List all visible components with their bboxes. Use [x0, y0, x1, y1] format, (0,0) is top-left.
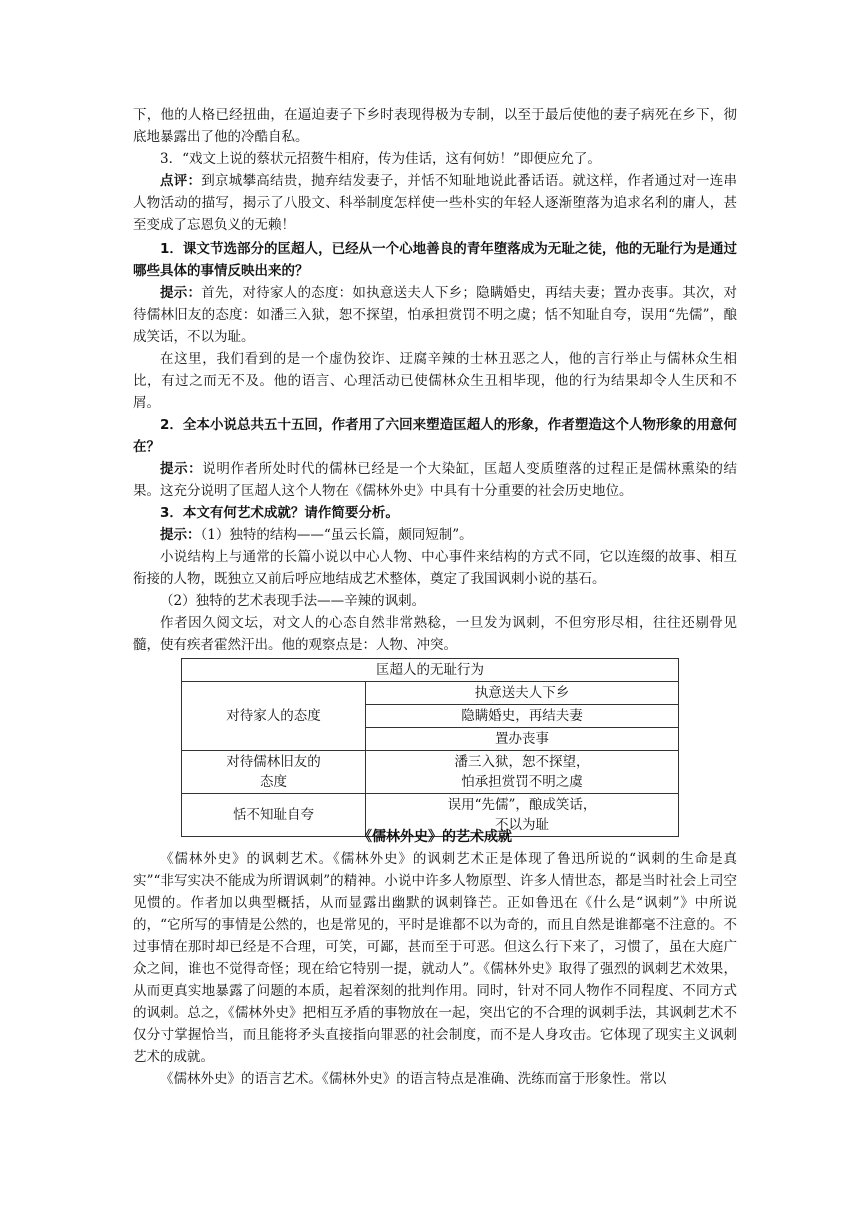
cell-line: 误用“先儒”，酿成笑话， [447, 797, 597, 813]
label-line: 对待儒林旧友的 [226, 754, 321, 770]
table-header: 匡超人的无耻行为 [182, 659, 679, 682]
comment-block [133, 104, 737, 236]
question-2: 2．全本小说总共五十五回，作者用了六回来塑造匡超人的形象，作者塑造这个人物形象的用意何在？ [133, 417, 737, 455]
table-row-label [182, 751, 366, 794]
answer-2 [133, 458, 737, 502]
table-cell: 隐瞒婚史，再结夫妻 [366, 705, 679, 728]
label-line: 态度 [260, 774, 287, 790]
answer-3-point-2: （2）独特的艺术表现手法——辛辣的讽刺。 [160, 593, 426, 609]
answer-3-detail: 小说结构上与通常的长篇小说以中心人物、中心事件来结构的方式不同，它以连缀的故事、相互衔接的人物，既独立又前后呼应地结成艺术整体，奠定了我国讽刺小说的基石。 [133, 549, 737, 587]
answer-3-detail-2: 作者因久阅文坛，对文人的心态自然非常熟稔，一旦发为讽刺，不但穷形尽相，往往还剔骨见髓，使有疾者霍然汗出。他的观察点是：人物、冲突。 [133, 615, 737, 653]
section-title: 《儒林外史》的艺术成就 [358, 829, 512, 845]
answer-1-continued: 在这里，我们看到的是一个虚伪狡诈、迂腐辛辣的士林丑恶之人，他的言行举止与儒林众生相比，有过之而无不及。他的语言、心理活动已使儒林众生丑相毕现，他的行为结果却令人生厌和不屑。 [133, 351, 737, 411]
cell-line: 不以为耻 [495, 817, 549, 833]
answer-text: 首先，对待家人的态度：如执意送夫人下乡；隐瞒婚史，再结夫妻；置办丧事。其次，对待儒林旧友的态度：如潘三入狱，恕不探望，怕承担赏罚不明之虞；恬不知耻自夸，误用“先儒”，酿成笑话，不以为耻。 [133, 285, 738, 345]
exercise-block [133, 238, 737, 656]
quote-line: 3．“戏文上说的蔡状元招赘牛相府，传为佳话，这有何妨！”即便应允了。 [160, 151, 601, 167]
paragraph: 下，他的人格已经扭曲，在逼迫妻子下乡时表现得极为专制，以至于最后使他的妻子病死在乡下，彻底地暴露出了他的冷酷自私。 [133, 107, 737, 145]
hint-label: 提示： [160, 527, 201, 543]
cell-line: 怕承担赏罚不明之虞 [461, 774, 583, 790]
comment-paragraph [133, 170, 737, 236]
answer-text: 说明作者所处时代的儒林已经是一个大染缸，匡超人变质堕落的过程正是儒林熏染的结果。这充分说明了匡超人这个人物在《儒林外史》中具有十分重要的社会历史地位。 [133, 461, 738, 499]
table-cell [366, 751, 679, 794]
cell-line: 潘三入狱，恕不探望， [454, 754, 590, 770]
table-cell: 置办丧事 [366, 728, 679, 751]
paragraph: 《儒林外史》的语言艺术。《儒林外史》的语言特点是准确、洗练而富于形象性。常以 [160, 1071, 667, 1087]
hint-label: 提示： [160, 285, 202, 301]
answer-1 [133, 282, 737, 348]
table-cell: 执意送夫人下乡 [366, 682, 679, 705]
question-3: 3．本文有何艺术成就？请作简要分析。 [160, 505, 399, 521]
table-row-label: 对待家人的态度 [182, 682, 366, 751]
question-1: 1．课文节选部分的匡超人，已经从一个心地善良的青年堕落成为无耻之徒，他的无耻行为是通过哪些具体的事情反映出来的？ [133, 241, 737, 279]
table-row-label: 恬不知耻自夸 [182, 794, 366, 837]
behavior-table [181, 658, 679, 837]
comment-label: 点评： [160, 173, 202, 189]
paragraph: 《儒林外史》的讽刺艺术。《儒林外史》的讽刺艺术正是体现了鲁迅所说的“讽刺的生命是真实”“非写实决不能成为所谓讽刺”的精神。小说中许多人物原型、许多人情世态，都是当时社会上司空见惯的。作者加以典型概括，从而显露出幽默的讽刺锋芒。正如鲁迅在《什么是“讽刺”》中所说的，“它所写的事情是公然的，也是常见的，平时是谁都不以为奇的，而且自然是谁都毫不注意的。不过事情在那时却已经是不合理，可笑，可鄙，甚而至于可恶。但这么行下来了，习惯了，虽在大庭广众之间，谁也不觉得奇怪；现在给它特别一提，就动人”。《儒林外史》取得了强烈的讽刺艺术效果，从而更真实地暴露了问题的本质，起着深刻的批判作用。同时，针对不同人物作不同程度、不同方式的讽刺。总之，《儒林外史》把相互矛盾的事物放在一起，突出它的不合理的讽刺手法，其讽刺艺术不仅分寸掌握恰当，而且能将矛头直接指向罪恶的社会制度，而不是人身攻击。它体现了现实主义讽刺艺术的成就。 [133, 851, 737, 1065]
section-body [133, 848, 737, 1090]
comment-text: 到京城攀高结贵，抛弃结发妻子，并恬不知耻地说此番话语。就这样，作者通过对一连串人物活动的描写，揭示了八股文、科举制度怎样使一些朴实的年轻人逐渐堕落为追求名利的庸人，甚至变成了忘恩负义的无赖！ [133, 173, 738, 233]
answer-3 [133, 524, 737, 546]
answer-text: （1）独特的结构——“虽云长篇，颇同短制”。 [200, 527, 473, 543]
hint-label: 提示： [160, 461, 203, 477]
